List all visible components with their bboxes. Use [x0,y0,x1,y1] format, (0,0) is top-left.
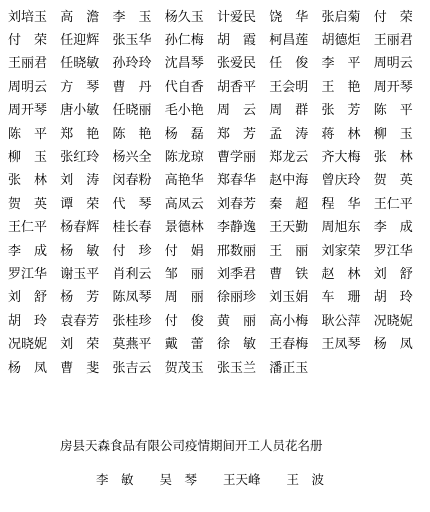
employee-name: 刘培玉 [8,9,48,25]
employee-name: 任 俊 [269,56,309,72]
employee-name: 陈凤琴 [112,290,152,306]
employee-name: 郑 芳 [217,126,257,142]
employee-name: 李静逸 [217,220,257,236]
employee-name: 王仁平 [8,220,48,236]
employee-name: 杨兴全 [112,150,152,166]
employee-name: 郑龙云 [269,150,309,166]
employee-name: 贺 英 [8,196,48,212]
employee-name: 孙玲玲 [112,56,152,72]
employee-name: 赵 林 [321,266,361,282]
employee-name: 张 芳 [321,103,361,119]
signer-name: 王天峰 [223,472,261,487]
employee-name: 孙仁梅 [164,33,204,49]
roster-row [8,76,426,99]
employee-name: 贺 英 [373,173,413,189]
employee-name: 闵春粉 [112,173,152,189]
employee-name: 刘 荣 [60,337,100,353]
employee-name: 耿公萍 [321,313,361,329]
employee-name: 张 林 [8,173,48,189]
employee-name: 周 云 [217,103,257,119]
employee-name: 周明云 [8,79,48,95]
employee-name: 曹 斐 [60,360,100,376]
employee-name: 胡 霞 [217,33,257,49]
roster-row [8,217,426,240]
employee-name: 莫燕平 [112,337,152,353]
employee-name: 李 成 [373,220,413,236]
employee-name: 王天勤 [269,220,309,236]
employee-name: 黄 丽 [217,313,257,329]
employee-name: 潘正玉 [269,360,309,376]
employee-name: 周开琴 [8,103,48,119]
employee-name: 周 群 [269,103,309,119]
employee-name: 王 丽 [269,243,309,259]
employee-name: 刘 涛 [60,173,100,189]
employee-name: 蒋 林 [321,126,361,142]
employee-name: 徐丽珍 [217,290,257,306]
employee-name: 王凤琴 [321,337,361,353]
employee-name: 高艳华 [164,173,204,189]
employee-name: 周 丽 [164,290,204,306]
employee-name: 王 艳 [321,79,361,95]
employee-name: 刘家荣 [321,243,361,259]
employee-name: 王丽君 [373,33,413,49]
employee-name: 张启菊 [321,9,361,25]
employee-name: 郑 艳 [60,126,100,142]
employee-name: 谭 荣 [60,196,100,212]
employee-name: 胡香平 [217,79,257,95]
employee-name: 徐 敏 [217,337,257,353]
employee-name: 柯昌莲 [269,33,309,49]
roster-row [8,263,426,286]
employee-name: 邢数丽 [217,243,257,259]
employee-name: 孟 涛 [269,126,309,142]
employee-name: 刘玉娟 [269,290,309,306]
employee-name: 陈龙琼 [164,150,204,166]
employee-name: 杨 敏 [60,243,100,259]
roster-row [8,100,426,123]
signer-name: 王 波 [286,472,325,487]
signer-list [96,472,350,488]
roster-row [8,170,426,193]
employee-name: 陈 平 [373,103,413,119]
employee-name: 柳 玉 [373,126,413,142]
employee-name: 付 娟 [164,243,204,259]
roster-row [8,310,426,333]
signer-name: 李 敏 [96,472,134,487]
employee-name: 李 玉 [112,9,152,25]
roster-row [8,287,426,310]
roster-row [8,146,426,169]
employee-name: 周开琴 [373,79,413,95]
roster-row [8,193,426,216]
employee-name: 柳 玉 [8,150,48,166]
roster-row [8,357,426,380]
employee-name: 张桂珍 [112,313,152,329]
employee-name: 王春梅 [269,337,309,353]
employee-name: 况晓妮 [373,313,413,329]
employee-name: 戴 蕾 [164,337,204,353]
employee-name: 付 珍 [112,243,152,259]
employee-name: 杨 磊 [164,126,204,142]
employee-name: 王丽君 [8,56,48,72]
employee-name: 张红玲 [60,150,100,166]
employee-name: 高凤云 [164,196,204,212]
employee-name: 任晓敏 [60,56,100,72]
employee-name: 罗江华 [8,266,48,282]
employee-name: 秦 超 [269,196,309,212]
employee-name: 周旭东 [321,220,361,236]
roster-row [8,333,426,356]
employee-name: 刘春芳 [217,196,257,212]
roster-row [8,6,426,29]
employee-name: 方 琴 [60,79,100,95]
employee-name: 杨 凤 [8,360,48,376]
employee-name: 张吉云 [112,360,152,376]
employee-name: 况晓妮 [8,337,48,353]
employee-name: 杨 凤 [373,337,413,353]
employee-name: 张爱民 [217,56,257,72]
roster-title: 房县天森食品有限公司疫情期间开工人员花名册 [60,438,323,453]
employee-name: 杨 芳 [60,290,100,306]
roster-row [8,29,426,52]
employee-name: 高小梅 [269,313,309,329]
employee-name: 袁春芳 [60,313,100,329]
employee-name: 胡 玲 [8,313,48,329]
employee-name: 陈 平 [8,126,48,142]
employee-name: 胡德炬 [321,33,361,49]
signer-name: 吴 琴 [159,472,198,487]
employee-name: 车 珊 [321,290,361,306]
employee-name: 唐小敏 [60,103,100,119]
employee-name: 周明云 [373,56,413,72]
employee-name: 付 荣 [373,9,413,25]
employee-name: 毛小艳 [164,103,204,119]
employee-name: 王仁平 [373,196,413,212]
roster-row [8,240,426,263]
roster-row [8,53,426,76]
employee-name: 邹 丽 [164,266,204,282]
employee-name: 王会明 [269,79,309,95]
roster-row [8,123,426,146]
employee-name: 陈 艳 [112,126,152,142]
employee-name: 计爱民 [217,9,257,25]
employee-name: 杨久玉 [164,9,204,25]
employee-name: 付 荣 [8,33,48,49]
employee-name: 李 平 [321,56,361,72]
employee-name-grid [8,6,426,380]
employee-name: 齐大梅 [321,150,361,166]
employee-name: 谢玉平 [60,266,100,282]
employee-name: 曾庆玲 [321,173,361,189]
employee-name: 付 俊 [164,313,204,329]
employee-name: 刘 舒 [373,266,413,282]
employee-name: 杨春辉 [60,220,100,236]
employee-name: 刘季君 [217,266,257,282]
employee-name: 曹 铁 [269,266,309,282]
employee-name: 饶 华 [269,9,309,25]
employee-name: 胡 玲 [373,290,413,306]
employee-name: 代 琴 [112,196,152,212]
employee-name: 曹学丽 [217,150,257,166]
employee-name: 张 林 [373,150,413,166]
employee-name: 高 澹 [60,9,100,25]
employee-name: 张玉华 [112,33,152,49]
employee-name: 郑春华 [217,173,257,189]
employee-name: 罗江华 [373,243,413,259]
employee-name: 刘 舒 [8,290,48,306]
employee-name: 沈昌琴 [164,56,204,72]
employee-name: 贺茂玉 [164,360,204,376]
employee-name: 肖利云 [112,266,152,282]
employee-name: 程 华 [321,196,361,212]
employee-name: 代自香 [164,79,204,95]
employee-name: 景德林 [164,220,204,236]
employee-name: 任晓丽 [112,103,152,119]
employee-name: 李 成 [8,243,48,259]
employee-name: 曹 丹 [112,79,152,95]
employee-name: 桂长春 [112,220,152,236]
employee-name: 任迎辉 [60,33,100,49]
employee-name: 赵中海 [269,173,309,189]
employee-name: 张玉兰 [217,360,257,376]
